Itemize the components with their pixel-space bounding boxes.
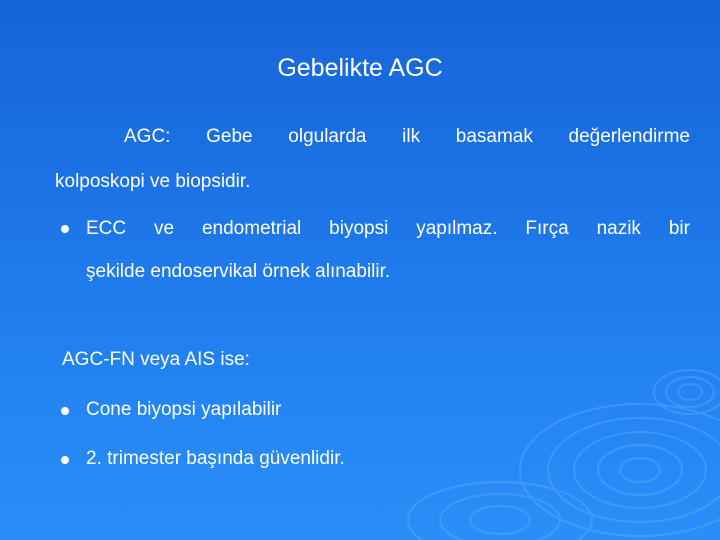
bullet-1-line-2: şekilde endoservikal örnek alınabilir.	[86, 261, 391, 282]
bullet-1-word: yapılmaz.	[416, 218, 498, 239]
bullet-1-word: Fırça	[525, 218, 569, 239]
bullet-1-line-1	[86, 217, 690, 241]
bullet-1-word: bir	[668, 218, 690, 239]
bullet-1-word: ve	[154, 218, 175, 239]
bullet-1-word: biyopsi	[329, 218, 389, 239]
slide-title: Gebelikte AGC	[277, 54, 443, 82]
intro-line-2: kolposkopi ve biopsidir.	[55, 171, 251, 192]
intro-word: Gebe	[206, 126, 253, 147]
intro-word: ilk	[402, 126, 421, 147]
bullet-1-word: ECC	[86, 218, 127, 239]
intro-word: değerlendirme	[568, 126, 690, 147]
bullet-item: Cone biyopsi yapılabilir	[86, 399, 282, 420]
intro-word: olgularda	[288, 126, 367, 147]
bullet-dot	[61, 225, 69, 233]
bullet-1-word: endometrial	[201, 218, 302, 239]
section-heading: AGC-FN veya AIS ise:	[62, 349, 250, 370]
intro-word: AGC:	[124, 126, 171, 147]
bullet-dot	[61, 407, 69, 415]
bullet-1-word: nazik	[596, 218, 641, 239]
bullet-dot	[61, 456, 69, 464]
intro-line-1	[124, 125, 690, 149]
bullet-item: 2. trimester başında güvenlidir.	[86, 448, 345, 469]
intro-word: basamak	[455, 126, 533, 147]
